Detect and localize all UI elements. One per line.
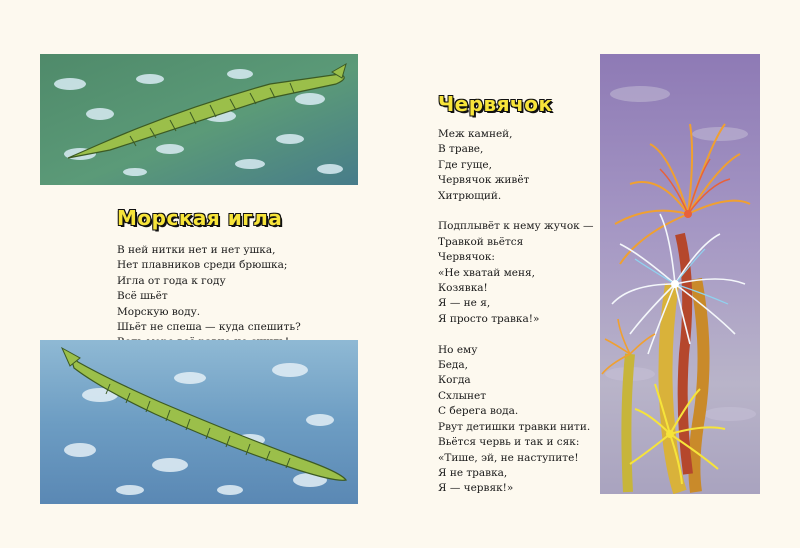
- poem-line: Я — не я,: [438, 297, 491, 310]
- poem-line: Беда,: [438, 359, 468, 372]
- poem-line: Травкой вьётся: [438, 235, 524, 248]
- title-worm: Червячок: [438, 92, 553, 116]
- poem-line: Козявка!: [438, 282, 488, 295]
- poem-line: С берега вода.: [438, 405, 519, 418]
- poem-line: «Не хватай меня,: [438, 266, 535, 279]
- poem-line: Я просто травка!»: [438, 312, 540, 325]
- poem-line: Шьёт не спеша — куда спешить?: [117, 321, 301, 334]
- poem-line: Схлынет: [438, 389, 487, 402]
- poem-line: Я не травка,: [438, 466, 508, 479]
- title-sea-needle: Морская игла: [117, 206, 283, 230]
- poem-stanza: [438, 219, 594, 327]
- poem-worm: [438, 127, 594, 497]
- poem-line: Подплывёт к нему жучок —: [438, 220, 594, 233]
- poem-line: Вьётся червь и так и сяк:: [438, 436, 580, 449]
- poem-line: Червячок живёт: [438, 174, 530, 187]
- poem-line: Когда: [438, 374, 471, 387]
- right-page: [400, 0, 800, 548]
- poem-stanza: [438, 343, 594, 497]
- poem-line: Меж камней,: [438, 128, 513, 140]
- poem-line: «Тише, эй, не наступите!: [438, 451, 579, 464]
- poem-line: Червячок:: [438, 251, 495, 264]
- poem-line: Игла от года к году: [117, 274, 226, 287]
- poem-sea-needle: [117, 243, 301, 351]
- poem-line: Нет плавников среди брюшка;: [117, 259, 288, 272]
- pipefish-illustration-bottom: [40, 340, 358, 504]
- poem-stanza: [438, 127, 594, 204]
- poem-line: Но ему: [438, 343, 478, 356]
- poem-line: Морскую воду.: [117, 305, 201, 318]
- worm-illustration: [600, 54, 760, 494]
- poem-line: Хитрющий.: [438, 189, 502, 202]
- poem-line: В ней нитки нет и нет ушка,: [117, 244, 276, 256]
- poem-line: Всё шьёт: [117, 290, 168, 303]
- poem-line: В траве,: [438, 143, 484, 156]
- poem-line: Рвут детишки травки нити.: [438, 420, 591, 433]
- poem-line: Я — червяк!»: [438, 482, 514, 495]
- poem-line: Где гуще,: [438, 158, 492, 171]
- pipefish-illustration-top: [40, 54, 358, 185]
